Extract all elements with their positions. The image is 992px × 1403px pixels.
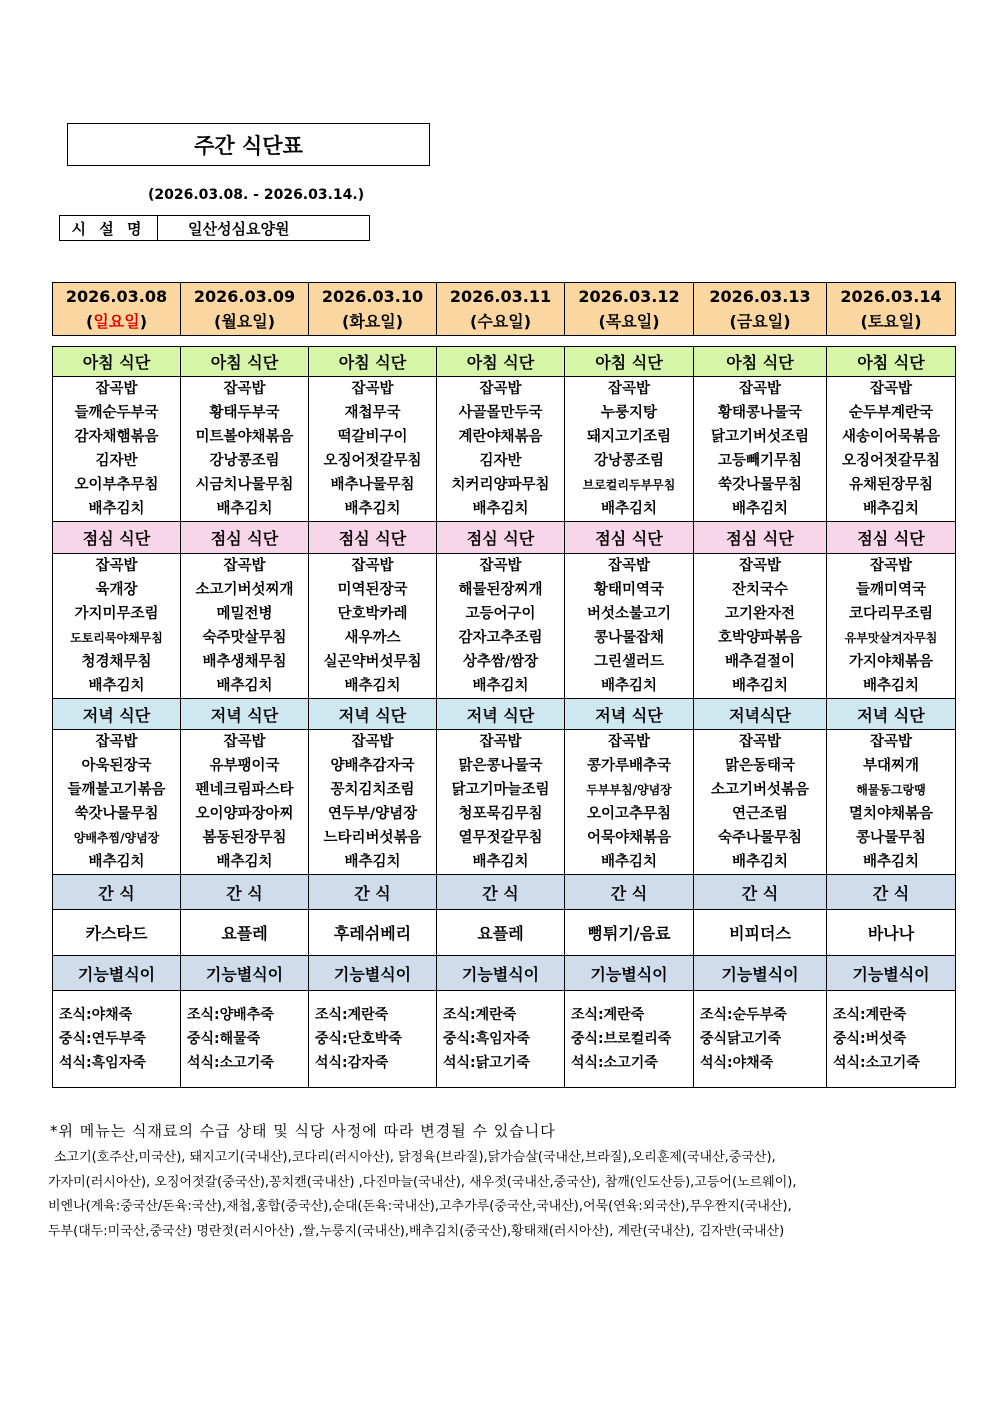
breakfast-menu-cell bbox=[694, 377, 827, 522]
breakfast-menu-cell bbox=[53, 377, 181, 522]
functional-header: 기능별식이 bbox=[181, 956, 309, 991]
paren-open: ( bbox=[86, 312, 94, 331]
functional-item: 중식:연두부죽 bbox=[59, 1031, 146, 1047]
menu-item: 들깨순두부국 bbox=[74, 405, 159, 421]
date-cell bbox=[181, 283, 309, 336]
menu-item: 잡곡밥 bbox=[223, 558, 266, 574]
menu-item: 코다리무조림 bbox=[848, 606, 934, 622]
dinner-header: 저녁 식단 bbox=[181, 699, 309, 730]
snack-item: 바나나 bbox=[827, 910, 956, 956]
menu-item: 고기완자전 bbox=[724, 606, 796, 622]
menu-item: 부대찌개 bbox=[862, 758, 920, 774]
menu-item: 잡곡밥 bbox=[95, 734, 138, 750]
menu-item: 콩나물잡채 bbox=[593, 630, 665, 646]
date-text: 2026.03.08 bbox=[65, 287, 168, 306]
dinner-menu-cell bbox=[827, 730, 956, 875]
menu-item: 배추나물무침 bbox=[330, 477, 415, 493]
menu-item: 잡곡밥 bbox=[95, 558, 138, 574]
menu-item: 배추김치 bbox=[88, 678, 145, 694]
menu-item: 배추김치 bbox=[731, 854, 789, 870]
menu-item: 배추김치 bbox=[88, 854, 145, 870]
breakfast-menu-cell bbox=[309, 377, 437, 522]
menu-item: 잡곡밥 bbox=[479, 558, 522, 574]
menu-item: 가지야채볶음 bbox=[848, 654, 934, 670]
menu-item: 새송이어묵볶음 bbox=[841, 429, 941, 445]
menu-item: 맑은동태국 bbox=[724, 758, 796, 774]
menu-item: 소고기버섯볶음 bbox=[710, 782, 810, 798]
menu-item: 가지미무조림 bbox=[74, 606, 159, 622]
menu-item: 황태두부국 bbox=[209, 405, 280, 421]
menu-item: 김자반 bbox=[95, 453, 138, 469]
origin-info bbox=[48, 1146, 948, 1244]
menu-item: 잡곡밥 bbox=[607, 381, 651, 397]
menu-title: 주간 식단표 bbox=[67, 123, 430, 166]
functional-cell bbox=[694, 991, 827, 1088]
functional-item: 석식:소고기죽 bbox=[571, 1055, 658, 1071]
menu-item: 고등어구이 bbox=[465, 606, 536, 622]
paren-close: ) bbox=[783, 312, 791, 331]
menu-item: 배추김치 bbox=[862, 678, 920, 694]
paren-open: ( bbox=[470, 312, 478, 331]
menu-item: 호박양파볶음 bbox=[717, 630, 803, 646]
menu-item: 배추김치 bbox=[344, 501, 401, 517]
functional-cell bbox=[827, 991, 956, 1088]
paren-close: ) bbox=[652, 312, 660, 331]
menu-item: 잡곡밥 bbox=[95, 381, 138, 397]
menu-item: 아욱된장국 bbox=[81, 758, 152, 774]
menu-item: 배추생채무침 bbox=[202, 654, 287, 670]
paren-open: ( bbox=[214, 312, 222, 331]
breakfast-menu-cell bbox=[437, 377, 565, 522]
functional-item: 석식:닭고기죽 bbox=[443, 1055, 530, 1071]
menu-item: 해물된장찌개 bbox=[458, 582, 543, 598]
functional-items-row bbox=[53, 991, 956, 1088]
paren-close: ) bbox=[139, 312, 147, 331]
weekly-menu-table bbox=[52, 346, 956, 1088]
menu-item: 잡곡밥 bbox=[607, 558, 651, 574]
lunch-header: 점심 식단 bbox=[827, 522, 956, 554]
menu-item: 잡곡밥 bbox=[223, 734, 266, 750]
functional-item: 중식:단호박죽 bbox=[315, 1031, 402, 1047]
dinner-header: 저녁 식단 bbox=[53, 699, 181, 730]
menu-item: 오이부추무침 bbox=[74, 477, 159, 493]
menu-item: 배추김치 bbox=[862, 854, 920, 870]
menu-item: 황태미역국 bbox=[593, 582, 665, 598]
facility-box bbox=[59, 215, 370, 241]
functional-header: 기능별식이 bbox=[309, 956, 437, 991]
menu-item: 새우까스 bbox=[344, 630, 401, 646]
menu-item: 숙주나물무침 bbox=[717, 830, 803, 846]
lunch-header: 점심 식단 bbox=[53, 522, 181, 554]
weekday-text bbox=[827, 309, 955, 334]
menu-item: 연근조림 bbox=[731, 806, 789, 822]
weekday-name: 토요일 bbox=[867, 312, 915, 331]
date-header-table bbox=[52, 282, 956, 336]
menu-item: 느타리버섯볶음 bbox=[323, 830, 422, 846]
menu-item: 잡곡밥 bbox=[869, 381, 913, 397]
menu-item: 떡갈비구이 bbox=[337, 429, 408, 445]
menu-item: 유채된장무침 bbox=[848, 477, 934, 493]
weekday-name: 금요일 bbox=[736, 312, 784, 331]
menu-item: 잡곡밥 bbox=[351, 734, 394, 750]
menu-item: 감자고추조림 bbox=[458, 630, 543, 646]
date-text: 2026.03.11 bbox=[449, 287, 552, 306]
snack-header: 간 식 bbox=[309, 875, 437, 910]
menu-item: 미역된장국 bbox=[337, 582, 408, 598]
breakfast-header: 아침 식단 bbox=[437, 347, 565, 377]
menu-item: 단호박카레 bbox=[337, 606, 408, 622]
menu-item: 오이양파장아찌 bbox=[195, 806, 294, 822]
menu-item: 잡곡밥 bbox=[479, 381, 522, 397]
functional-cell bbox=[181, 991, 309, 1088]
facility-name: 일산성심요양원 bbox=[188, 219, 290, 238]
menu-item: 양배추찜/양념장 bbox=[73, 831, 160, 845]
menu-item: 소고기버섯찌개 bbox=[195, 582, 294, 598]
lunch-menu-cell bbox=[437, 554, 565, 699]
menu-item: 강낭콩조림 bbox=[209, 453, 280, 469]
menu-item: 배추김치 bbox=[472, 678, 529, 694]
menu-item: 배추김치 bbox=[472, 854, 529, 870]
weekday-text bbox=[53, 309, 180, 334]
functional-item: 중식:흑임자죽 bbox=[443, 1031, 530, 1047]
functional-item: 석식:소고기죽 bbox=[187, 1055, 274, 1071]
paren-open: ( bbox=[598, 312, 606, 331]
menu-item: 유부팽이국 bbox=[209, 758, 280, 774]
menu-item: 닭고기마늘조림 bbox=[451, 782, 550, 798]
menu-item: 돼지고기조림 bbox=[586, 429, 672, 445]
menu-item: 잡곡밥 bbox=[351, 381, 394, 397]
menu-item: 맑은콩나물국 bbox=[458, 758, 543, 774]
dinner-menu-cell bbox=[437, 730, 565, 875]
menu-item: 계란야채볶음 bbox=[458, 429, 543, 445]
weekday-text bbox=[694, 309, 826, 334]
breakfast-items-row bbox=[53, 377, 956, 522]
date-cell bbox=[565, 283, 694, 336]
date-cell bbox=[694, 283, 827, 336]
menu-item: 배추김치 bbox=[862, 501, 920, 517]
paren-close: ) bbox=[523, 312, 531, 331]
snack-header: 간 식 bbox=[53, 875, 181, 910]
paren-open: ( bbox=[729, 312, 737, 331]
breakfast-header: 아침 식단 bbox=[309, 347, 437, 377]
lunch-header: 점심 식단 bbox=[565, 522, 694, 554]
menu-item: 오이고추무침 bbox=[586, 806, 672, 822]
lunch-menu-cell bbox=[309, 554, 437, 699]
menu-item: 청경채무침 bbox=[81, 654, 152, 670]
menu-item: 잡곡밥 bbox=[607, 734, 651, 750]
snack-item: 비피더스 bbox=[694, 910, 827, 956]
menu-item: 브로컬리두부무침 bbox=[582, 478, 676, 492]
menu-item: 봄동된장무침 bbox=[202, 830, 287, 846]
breakfast-menu-cell bbox=[181, 377, 309, 522]
date-cell bbox=[309, 283, 437, 336]
snack-header: 간 식 bbox=[827, 875, 956, 910]
lunch-header: 점심 식단 bbox=[437, 522, 565, 554]
dinner-header: 저녁 식단 bbox=[437, 699, 565, 730]
snack-item: 뻥튀기/음료 bbox=[565, 910, 694, 956]
origin-line: 비엔나(계육:중국산/돈육:국산),재첩,홍합(중국산),순대(돈육:국내산),고추가루(중국산,국내산),어묵(연육:외국산),무우짠지(국내산), bbox=[48, 1199, 792, 1214]
menu-item: 잡곡밥 bbox=[738, 381, 782, 397]
menu-period: (2026.03.08. - 2026.03.14.) bbox=[148, 187, 365, 203]
lunch-items-row bbox=[53, 554, 956, 699]
functional-item: 조식:야채죽 bbox=[59, 1007, 133, 1023]
functional-header: 기능별식이 bbox=[437, 956, 565, 991]
date-text: 2026.03.10 bbox=[321, 287, 424, 306]
menu-item: 감자채햄볶음 bbox=[74, 429, 159, 445]
functional-item: 조식:양배추죽 bbox=[187, 1007, 274, 1023]
menu-item: 강낭콩조림 bbox=[593, 453, 665, 469]
menu-item: 잡곡밥 bbox=[869, 558, 913, 574]
breakfast-header-row bbox=[53, 347, 956, 377]
origin-line: 두부(대두:미국산,중국산) 명란젓(러시아산) ,쌀,누룽지(국내산),배추김치(중국산),황태채(러시아산), 계란(국내산), 김자반(국내산) bbox=[48, 1223, 785, 1239]
dinner-menu-cell bbox=[694, 730, 827, 875]
functional-header: 기능별식이 bbox=[827, 956, 956, 991]
menu-item: 들깨불고기볶음 bbox=[67, 782, 166, 798]
menu-item: 버섯소불고기 bbox=[586, 606, 672, 622]
menu-item: 배추김치 bbox=[600, 854, 658, 870]
menu-item: 배추김치 bbox=[216, 854, 273, 870]
menu-item: 쑥갓나물무침 bbox=[717, 477, 803, 493]
menu-item: 열무젓갈무침 bbox=[458, 830, 543, 846]
date-text: 2026.03.14 bbox=[840, 287, 942, 306]
functional-item: 석식:감자죽 bbox=[315, 1055, 389, 1071]
weekday-name: 목요일 bbox=[605, 312, 653, 331]
menu-item: 실곤약버섯무침 bbox=[323, 654, 422, 670]
dinner-menu-cell bbox=[181, 730, 309, 875]
menu-item: 숙주맛살무침 bbox=[202, 630, 287, 646]
date-text: 2026.03.13 bbox=[709, 287, 811, 306]
functional-item: 조식:계란죽 bbox=[315, 1007, 389, 1023]
dinner-header-row bbox=[53, 699, 956, 730]
weekday-name: 일요일 bbox=[93, 312, 140, 331]
functional-item: 조식:계란죽 bbox=[443, 1007, 517, 1023]
menu-item: 잡곡밥 bbox=[351, 558, 394, 574]
breakfast-header: 아침 식단 bbox=[53, 347, 181, 377]
menu-item: 배추김치 bbox=[600, 678, 658, 694]
breakfast-header: 아침 식단 bbox=[565, 347, 694, 377]
functional-item: 조식:계란죽 bbox=[833, 1007, 907, 1023]
menu-item: 상추쌈/쌈장 bbox=[462, 654, 539, 670]
menu-item: 연두부/양념장 bbox=[327, 806, 418, 822]
menu-item: 재첩무국 bbox=[344, 405, 401, 421]
menu-item: 황태콩나물국 bbox=[717, 405, 803, 421]
menu-item: 잡곡밥 bbox=[738, 734, 782, 750]
lunch-header: 점심 식단 bbox=[181, 522, 309, 554]
snack-header: 간 식 bbox=[694, 875, 827, 910]
paren-open: ( bbox=[342, 312, 350, 331]
menu-item: 콩가루배추국 bbox=[586, 758, 672, 774]
paren-close: ) bbox=[914, 312, 922, 331]
menu-item: 시금치나물무침 bbox=[195, 477, 294, 493]
menu-item: 잔치국수 bbox=[731, 582, 789, 598]
functional-item: 조식:순두부죽 bbox=[700, 1007, 787, 1023]
functional-cell bbox=[53, 991, 181, 1088]
functional-item: 석식:야채죽 bbox=[700, 1055, 774, 1071]
menu-item: 도토리묵야채무침 bbox=[70, 631, 163, 645]
menu-item: 두부부침/양념장 bbox=[586, 783, 672, 797]
functional-item: 중식:브로컬리죽 bbox=[571, 1031, 672, 1047]
menu-item: 청포묵김무침 bbox=[458, 806, 543, 822]
menu-item: 닭고기버섯조림 bbox=[710, 429, 810, 445]
snack-header: 간 식 bbox=[437, 875, 565, 910]
dinner-menu-cell bbox=[53, 730, 181, 875]
snack-header-row bbox=[53, 875, 956, 910]
menu-item: 꽁치김치조림 bbox=[330, 782, 415, 798]
functional-cell bbox=[309, 991, 437, 1088]
breakfast-header: 아침 식단 bbox=[694, 347, 827, 377]
functional-item: 조식:계란죽 bbox=[571, 1007, 645, 1023]
facility-label: 시 설 명 bbox=[60, 216, 158, 240]
menu-item: 배추김치 bbox=[344, 854, 401, 870]
functional-header: 기능별식이 bbox=[53, 956, 181, 991]
menu-item: 잡곡밥 bbox=[223, 381, 266, 397]
functional-item: 중식:해물죽 bbox=[187, 1031, 261, 1047]
breakfast-header: 아침 식단 bbox=[827, 347, 956, 377]
menu-item: 배추김치 bbox=[88, 501, 145, 517]
breakfast-menu-cell bbox=[565, 377, 694, 522]
menu-item: 육개장 bbox=[95, 582, 138, 598]
lunch-menu-cell bbox=[53, 554, 181, 699]
weekday-name: 화요일 bbox=[349, 312, 396, 331]
menu-item: 들깨미역국 bbox=[855, 582, 927, 598]
weekday-name: 월요일 bbox=[221, 312, 268, 331]
functional-item: 석식:흑임자죽 bbox=[59, 1055, 146, 1071]
menu-item: 순두부계란국 bbox=[848, 405, 934, 421]
menu-item: 배추김치 bbox=[731, 501, 789, 517]
functional-cell bbox=[565, 991, 694, 1088]
menu-item: 쑥갓나물무침 bbox=[74, 806, 159, 822]
menu-item: 누룽지탕 bbox=[600, 405, 658, 421]
menu-item: 김자반 bbox=[479, 453, 522, 469]
functional-item: 중식닭고기죽 bbox=[700, 1031, 782, 1047]
menu-item: 양배추감자국 bbox=[330, 758, 415, 774]
functional-header: 기능별식이 bbox=[565, 956, 694, 991]
functional-header-row bbox=[53, 956, 956, 991]
dinner-header: 저녁식단 bbox=[694, 699, 827, 730]
weekday-name: 수요일 bbox=[477, 312, 524, 331]
date-text: 2026.03.12 bbox=[578, 287, 680, 306]
menu-item: 펜네크림파스타 bbox=[195, 782, 294, 798]
snack-item: 요플레 bbox=[181, 910, 309, 956]
weekday-text bbox=[565, 309, 693, 334]
snack-header: 간 식 bbox=[565, 875, 694, 910]
menu-item: 고등빼기무침 bbox=[717, 453, 803, 469]
dinner-menu-cell bbox=[309, 730, 437, 875]
menu-item: 배추김치 bbox=[600, 501, 658, 517]
menu-item: 배추김치 bbox=[344, 678, 401, 694]
dinner-header: 저녁 식단 bbox=[827, 699, 956, 730]
menu-item: 배추김치 bbox=[216, 501, 273, 517]
lunch-header: 점심 식단 bbox=[309, 522, 437, 554]
menu-item: 어묵야채볶음 bbox=[586, 830, 672, 846]
date-cell bbox=[53, 283, 181, 336]
menu-item: 배추김치 bbox=[731, 678, 789, 694]
menu-item: 멸치야채볶음 bbox=[848, 806, 934, 822]
snack-item: 요플레 bbox=[437, 910, 565, 956]
menu-item: 배추김치 bbox=[472, 501, 529, 517]
menu-item: 유부맛살겨자무침 bbox=[844, 631, 938, 645]
dinner-menu-cell bbox=[565, 730, 694, 875]
menu-item: 미트볼야채볶음 bbox=[195, 429, 294, 445]
menu-item: 잡곡밥 bbox=[738, 558, 782, 574]
menu-item: 배추김치 bbox=[216, 678, 273, 694]
lunch-menu-cell bbox=[565, 554, 694, 699]
breakfast-menu-cell bbox=[827, 377, 956, 522]
snack-item: 카스타드 bbox=[53, 910, 181, 956]
snack-items-row bbox=[53, 910, 956, 956]
origin-line: 소고기(호주산,미국산), 돼지고기(국내산),코다리(러시아산), 닭정육(브라질),닭가슴살(국내산,브라질),오리훈제(국내산,중국산), bbox=[54, 1150, 776, 1165]
origin-line: 가자미(러시아산), 오징어젓갈(중국산),꽁치캔(국내산) ,다진마늘(국내산), 새우젓(국내산,중국산), 참깨(인도산등),고등어(노르웨이), bbox=[48, 1174, 797, 1190]
menu-item: 사골몰만두국 bbox=[458, 405, 543, 421]
lunch-menu-cell bbox=[827, 554, 956, 699]
menu-item: 배추겉절이 bbox=[724, 654, 796, 670]
lunch-menu-cell bbox=[694, 554, 827, 699]
weekday-text bbox=[309, 309, 436, 334]
paren-close: ) bbox=[267, 312, 275, 331]
menu-item: 오징어젓갈무침 bbox=[841, 453, 941, 469]
functional-cell bbox=[437, 991, 565, 1088]
weekday-text bbox=[437, 309, 564, 334]
paren-close: ) bbox=[395, 312, 403, 331]
menu-item: 잡곡밥 bbox=[869, 734, 913, 750]
functional-header: 기능별식이 bbox=[694, 956, 827, 991]
menu-item: 메밀전병 bbox=[216, 606, 273, 622]
paren-open: ( bbox=[860, 312, 868, 331]
dinner-header: 저녁 식단 bbox=[309, 699, 437, 730]
menu-item: 치커리양파무침 bbox=[451, 477, 550, 493]
dinner-header: 저녁 식단 bbox=[565, 699, 694, 730]
breakfast-header: 아침 식단 bbox=[181, 347, 309, 377]
menu-item: 잡곡밥 bbox=[479, 734, 522, 750]
snack-header: 간 식 bbox=[181, 875, 309, 910]
dinner-items-row bbox=[53, 730, 956, 875]
menu-item: 해물동그랑땡 bbox=[856, 783, 926, 797]
lunch-menu-cell bbox=[181, 554, 309, 699]
menu-item: 오징어젓갈무침 bbox=[323, 453, 422, 469]
change-notice: *위 메뉴는 식재료의 수급 상태 및 식당 사정에 따라 변경될 수 있습니다 bbox=[50, 1122, 556, 1140]
functional-item: 석식:소고기죽 bbox=[833, 1055, 920, 1071]
menu-item: 그린샐러드 bbox=[593, 654, 665, 670]
date-text: 2026.03.09 bbox=[193, 287, 296, 306]
menu-item: 콩나물무침 bbox=[855, 830, 927, 846]
lunch-header-row bbox=[53, 522, 956, 554]
lunch-header: 점심 식단 bbox=[694, 522, 827, 554]
date-cell bbox=[827, 283, 956, 336]
snack-item: 후레쉬베리 bbox=[309, 910, 437, 956]
date-cell bbox=[437, 283, 565, 336]
weekday-text bbox=[181, 309, 308, 334]
functional-item: 중식:버섯죽 bbox=[833, 1031, 907, 1047]
date-row bbox=[53, 283, 956, 336]
